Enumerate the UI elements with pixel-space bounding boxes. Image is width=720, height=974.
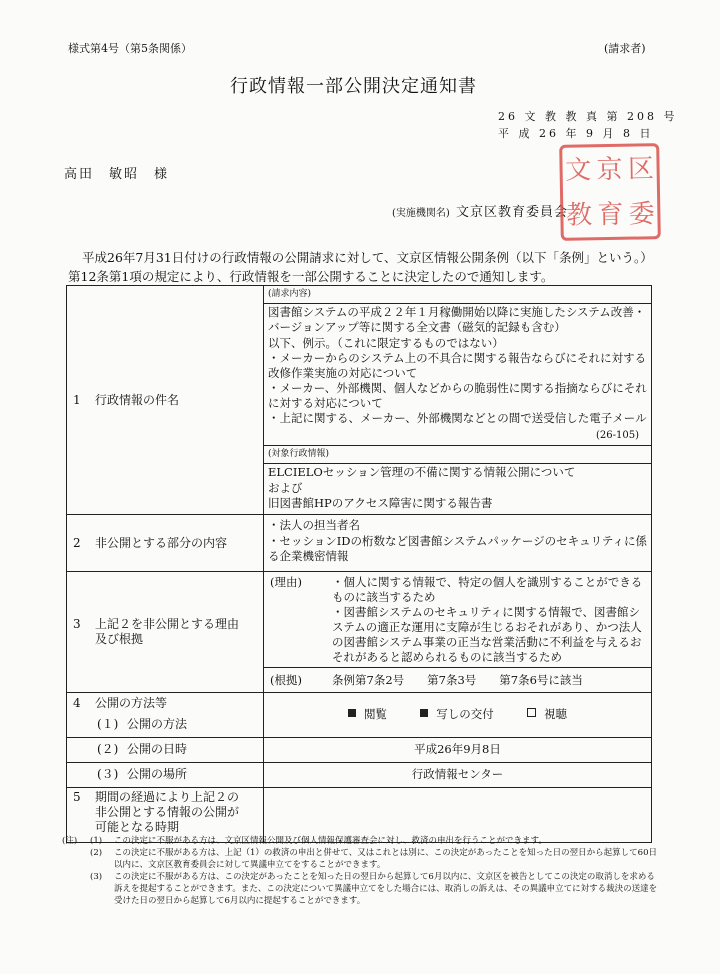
section-3-reason-cell xyxy=(264,572,652,668)
decision-table xyxy=(66,285,652,843)
note-item xyxy=(62,871,662,907)
agency-name: 文京区教育委員会 xyxy=(456,205,569,220)
method-option-audiovisual: 視聴 xyxy=(544,707,568,722)
agency-label: (実施機関名) xyxy=(392,208,450,219)
note-item xyxy=(62,835,662,847)
target-line: ELCIELOセッション管理の不備に関する情報公開について xyxy=(268,465,576,479)
request-line: 図書館システムの平成２２年１月稼働開始以降に実施したシステム改善・バージョンアップ等に関する全文書（磁気的記録も含む） xyxy=(268,305,646,334)
note-number: (2) xyxy=(90,848,103,858)
place-cell: 行政情報センター xyxy=(264,762,652,787)
reason-label: (理由) xyxy=(270,575,302,589)
note-number: (3) xyxy=(90,872,103,882)
section-3-number: 3 xyxy=(73,617,81,631)
request-line: ・上記に関する、メーカー、外部機関などとの間で送受信した電子メール xyxy=(268,411,647,425)
nondisclosure-line: ・セッションIDの桁数など図書館システムパッケージのセキュリティに係る企業機密情報 xyxy=(268,534,647,563)
date-label-cell xyxy=(67,737,264,762)
method-cell xyxy=(264,693,652,738)
requester-label: (請求者) xyxy=(604,42,646,55)
target-info xyxy=(264,463,651,514)
section-3-row xyxy=(67,572,652,668)
checked-box-icon xyxy=(420,709,428,717)
notes-head: (注) xyxy=(62,836,78,846)
item-1-number: (１) xyxy=(97,717,119,732)
section-5-label-line: 期間の経過により上記２の xyxy=(95,789,240,804)
section-3-basis-cell xyxy=(264,668,652,693)
section-2-number: 2 xyxy=(73,535,81,550)
note-number: (1) xyxy=(90,836,103,846)
reason-line: ・図書館システムのセキュリティに関する情報で、図書館システムの適正な運用に支障が生じるおそれがあり、かつ法人の図書館システム事業の正当な営業活動に不利益を与えるおそれがあると認められるものに該当するため xyxy=(332,605,642,664)
basis-text: 条例第7条2号 第7条3号 第7条6号に該当 xyxy=(332,672,583,687)
section-1-content-cell xyxy=(264,286,652,515)
section-2-row xyxy=(67,515,652,572)
form-number: 様式第4号（第5条関係） xyxy=(68,42,192,55)
unchecked-box-icon xyxy=(527,708,536,717)
seal-char: 教 xyxy=(565,199,593,231)
item-3-number: (３) xyxy=(97,767,119,781)
item-3-label: 公開の場所 xyxy=(127,767,188,781)
target-line: および xyxy=(268,481,303,495)
section-4-number: 4 xyxy=(73,696,81,710)
item-2-label: 公開の日時 xyxy=(127,742,188,756)
section-5-row xyxy=(67,787,652,842)
section-2-content-cell xyxy=(264,515,652,572)
item-2-number: (２) xyxy=(97,742,119,756)
reason-line: ・個人に関する情報で、特定の個人を識別することができるものに該当するため xyxy=(332,575,643,604)
date-cell: 平成26年9月8日 xyxy=(264,737,652,762)
request-line: 以下、例示。（これに限定するものではない） xyxy=(268,336,504,350)
official-seal-stamp xyxy=(559,143,661,241)
request-content xyxy=(264,303,651,445)
section-5-label-cell xyxy=(67,787,264,842)
item-1-label: 公開の方法 xyxy=(127,717,188,732)
request-line: ・メーカー、外部機関、個人などからの脆弱性に関する指摘ならびにそれに対する対応について xyxy=(268,381,647,410)
request-content-label: (請求内容) xyxy=(268,289,312,299)
document-number: 26 文 教 教 真 第 208 号 xyxy=(498,110,678,123)
section-2-label-cell xyxy=(67,515,264,572)
section-1-number: 1 xyxy=(73,392,81,407)
note-text: この決定に不服がある方は、上記（1）の救済の申出と併せて、又はこれとは別に、この決定があったことを知った日の翌日から起算して60日以内に、文京区教育委員会に対して異議申立てをすることができます。 xyxy=(114,848,657,870)
checked-box-icon xyxy=(348,709,356,717)
place-row xyxy=(67,762,652,787)
request-line: ・メーカーからのシステム上の不具合に関する報告ならびにそれに対する改修作業実施の対応について xyxy=(268,351,647,380)
section-1-label: 行政情報の件名 xyxy=(95,392,180,407)
target-info-label: (対象行政情報) xyxy=(264,445,651,463)
section-5-content-cell xyxy=(264,787,652,842)
basis-label: (根拠) xyxy=(270,672,302,687)
intro-paragraph: 平成26年7月31日付けの行政情報の公開請求に対して、文京区情報公開条例（以下「条例」という。）第12条第1項の規定により、行政情報を一部公開することに決定したので通知します。 xyxy=(68,250,653,284)
method-label-cell xyxy=(67,713,264,737)
document-date: 平 成 26 年 9 月 8 日 xyxy=(498,127,654,140)
request-reference: (26-105) xyxy=(596,430,639,441)
nondisclosure-line: ・法人の担当者名 xyxy=(268,518,360,532)
date-row xyxy=(67,737,652,762)
method-option-copy: 写しの交付 xyxy=(436,707,494,722)
section-2-label: 非公開とする部分の内容 xyxy=(95,535,228,550)
seal-char: 文 xyxy=(565,154,592,186)
section-4-header-row xyxy=(67,693,652,714)
section-1-label-cell xyxy=(67,286,264,515)
seal-char: 委 xyxy=(628,198,655,230)
section-5-number: 5 xyxy=(73,789,81,804)
section-1-row xyxy=(67,286,652,515)
section-3-label-cell xyxy=(67,572,264,693)
note-text: この決定に不服がある方は、この決定があったことを知った日の翌日から起算して6月以内に、文京区を被告としてこの決定の取消しを求める訴えを提起することができます。また、この決定について異議申立てをした場合には、取消しの訴えは、その異議申立てに対する裁決の送達を受けた日の翌日から起算して6月以内に提起することができます。 xyxy=(114,872,658,906)
section-3-label: 上記２を非公開とする理由 xyxy=(95,617,240,631)
method-option-viewing: 閲覧 xyxy=(363,707,387,722)
section-4-label-cell xyxy=(67,693,264,714)
section-5-label-line: 非公開とする情報の公開が xyxy=(95,804,240,819)
section-5-label-line: 可能となる時期 xyxy=(95,819,180,834)
target-line: 旧図書館HPのアクセス障害に関する報告書 xyxy=(268,496,493,510)
notes xyxy=(62,835,662,907)
section-4-label: 公開の方法等 xyxy=(95,696,168,710)
section-3-label-line2: 及び根拠 xyxy=(95,632,144,646)
addressee: 高田 敏昭 様 xyxy=(64,167,170,182)
seal-char: 育 xyxy=(597,199,624,230)
seal-char: 京 xyxy=(596,154,623,185)
place-label-cell xyxy=(67,762,264,787)
document-title: 行政情報一部公開決定通知書 xyxy=(230,76,477,97)
seal-char: 区 xyxy=(627,153,655,185)
note-text: この決定に不服がある方は、文京区情報公開及び個人情報保護審査会に対し、救済の申出を行うことができます。 xyxy=(114,836,547,846)
note-item xyxy=(62,847,662,871)
